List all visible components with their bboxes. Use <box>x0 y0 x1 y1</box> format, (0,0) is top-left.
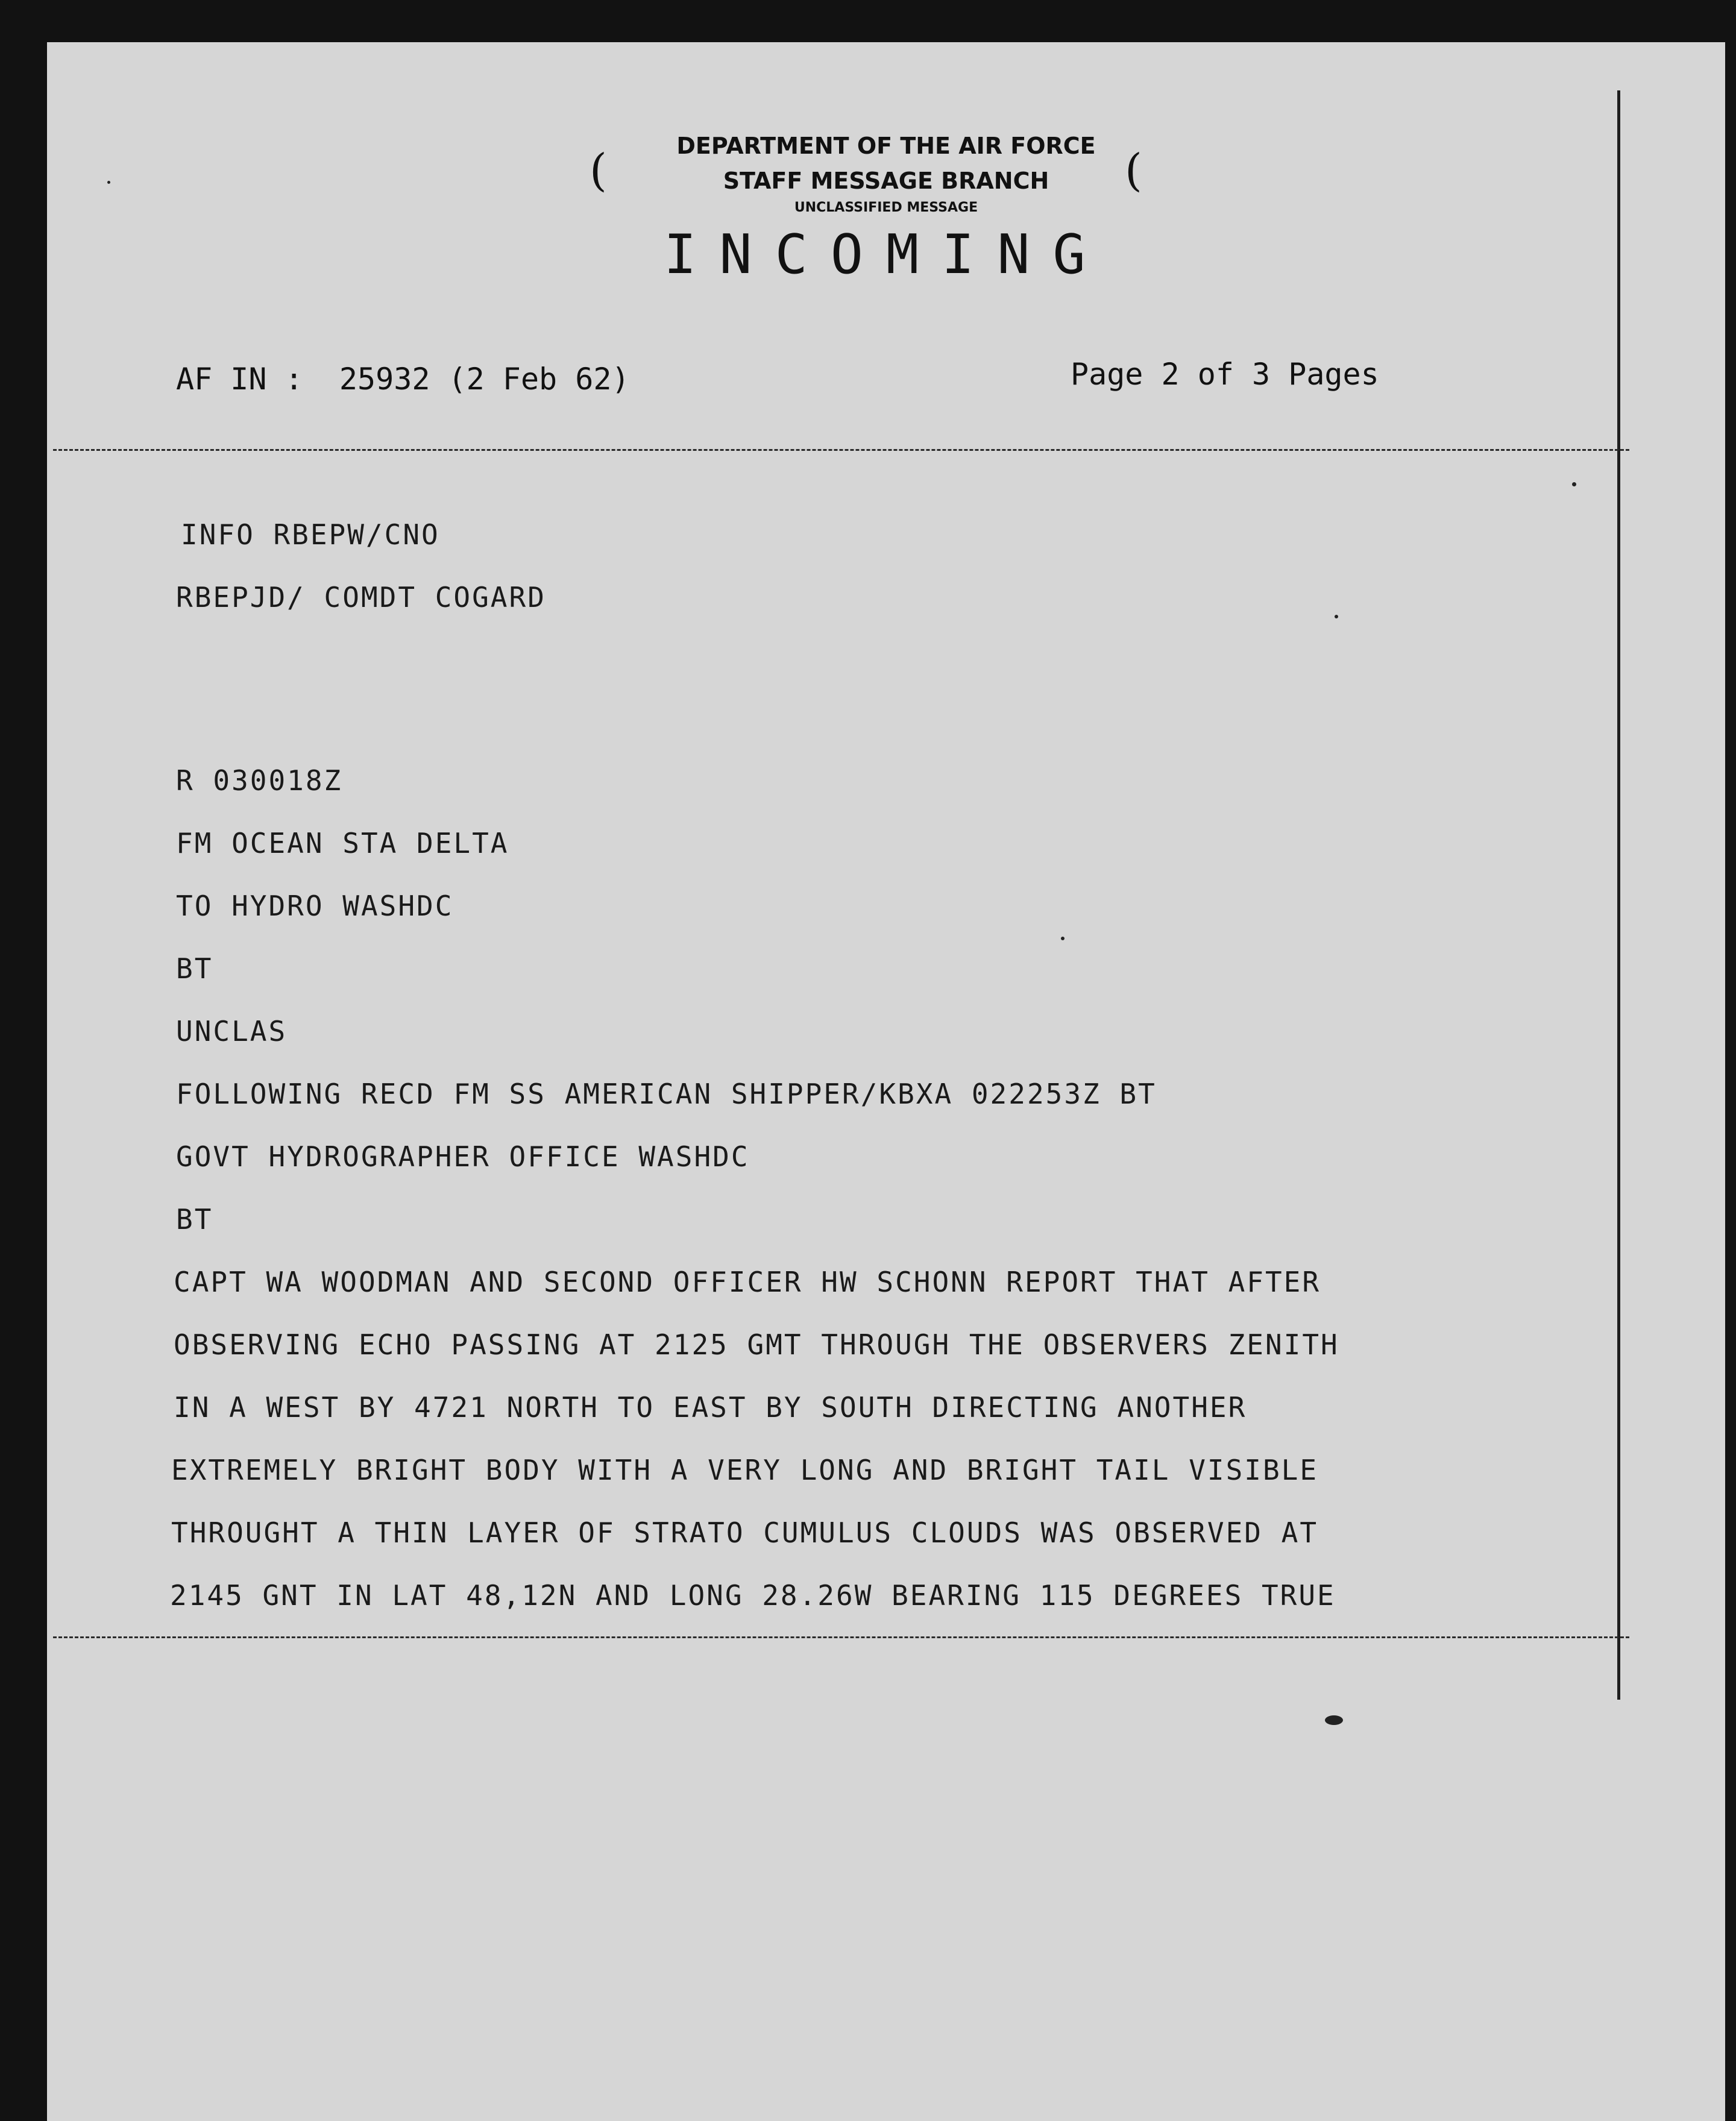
right-paren-mark: ( <box>1125 145 1142 196</box>
message-line: IN A WEST BY 4721 NORTH TO EAST BY SOUTH DIRECTING ANOTHER <box>174 1391 1247 1424</box>
message-line: R 030018Z <box>176 764 343 797</box>
branch-title: STAFF MESSAGE BRANCH <box>723 168 1049 194</box>
message-line: THROUGHT A THIN LAYER OF STRATO CUMULUS CLOUDS WAS OBSERVED AT <box>171 1516 1319 1549</box>
top-divider <box>53 449 1629 451</box>
classification-label: UNCLASSIFIED MESSAGE <box>794 200 978 215</box>
af-in-reference: AF IN : 25932 (2 Feb 62) <box>176 362 630 397</box>
message-type-title: INCOMING <box>664 223 1109 286</box>
message-line: OBSERVING ECHO PASSING AT 2125 GMT THROUGH THE OBSERVERS ZENITH <box>174 1328 1339 1361</box>
message-line: 2145 GNT IN LAT 48,12N AND LONG 28.26W BEARING 115 DEGREES TRUE <box>170 1579 1336 1612</box>
message-line: BT <box>176 1203 213 1236</box>
message-line: FOLLOWING RECD FM SS AMERICAN SHIPPER/KBXA 022253Z BT <box>176 1078 1157 1110</box>
bottom-divider <box>53 1636 1629 1638</box>
dust-speck <box>1335 615 1338 618</box>
dust-speck <box>1572 482 1576 486</box>
message-line: RBEPJD/ COMDT COGARD <box>176 581 546 614</box>
document-page <box>47 42 1725 2121</box>
message-line: BT <box>176 952 213 985</box>
message-line: INFO RBEPW/CNO <box>181 518 440 551</box>
message-line: UNCLAS <box>176 1015 288 1048</box>
message-line: GOVT HYDROGRAPHER OFFICE WASHDC <box>176 1140 750 1173</box>
message-line: FM OCEAN STA DELTA <box>176 827 509 859</box>
page-number: Page 2 of 3 Pages <box>1071 357 1379 392</box>
ink-blot <box>1325 1715 1343 1725</box>
department-title: DEPARTMENT OF THE AIR FORCE <box>676 133 1096 159</box>
message-line: CAPT WA WOODMAN AND SECOND OFFICER HW SCHONN REPORT THAT AFTER <box>174 1266 1321 1298</box>
message-line: EXTREMELY BRIGHT BODY WITH A VERY LONG AND BRIGHT TAIL VISIBLE <box>171 1454 1319 1486</box>
message-line: TO HYDRO WASHDC <box>176 890 454 922</box>
left-paren-mark: ( <box>590 145 607 196</box>
dust-speck <box>107 181 110 184</box>
dust-speck <box>1061 937 1065 940</box>
right-margin-rule <box>1617 90 1620 1700</box>
